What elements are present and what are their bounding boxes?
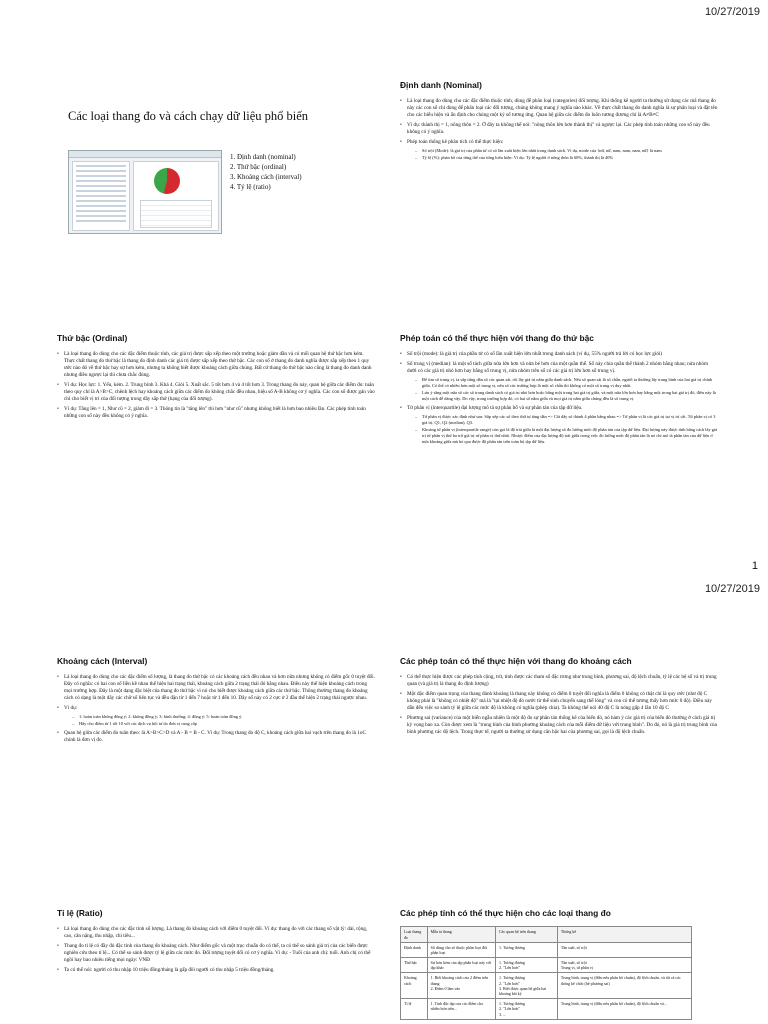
spss-screenshot-thumbnail (68, 150, 222, 234)
table-cell: Thứ bậc (401, 958, 428, 973)
window-titlebar (69, 151, 221, 158)
scale-list-item: 3. Khoảng cách (interval) (230, 173, 302, 182)
table-row (401, 958, 692, 973)
scale-list-item: 4. Tỷ lệ (ratio) (230, 183, 271, 192)
scale-list-item: 1. Định danh (nominal) (230, 153, 296, 161)
bullet: • Ta có thể nói: người có thu nhập 10 triệu đồng/tháng là gấp đôi người có thu nhập 5 triệu đồng/tháng. (57, 967, 375, 974)
bullet: • Là loại thang đo dùng cho các đặc điểm thuộc tính, dùng để phân loại (categories) đối tượng. Khi thống kê người ta thường sử dụng các mã thang đo này các con số chỉ dùng để phân loại các đối tượng, chúng không mang ý nghĩa nào khác. Về thực chất thang đo danh nghĩa là sự phân loại và đặt tên cho các biểu hiện và ấn định cho chúng một ký số tương ứng. Quan hệ giữa các điểm đo luôn tương đương chỉ là A≠B≠C (400, 98, 718, 119)
slide-nominal (400, 80, 718, 240)
bullet: • Số trội (mode): là giá trị của phần tử có số lần xuất hiện lớn nhất trong danh sách (ví dụ, 55% người trả lời có học lực giỏi) (400, 351, 718, 358)
column-header: Thống kê (557, 927, 691, 942)
slide-ordinal-operations (400, 333, 718, 523)
table-cell: 1. Tương đương 2. "Lớn hơn" (496, 958, 558, 973)
bullet (400, 405, 718, 445)
column-header: Các quan hệ trên thang (496, 927, 558, 942)
bullet: • Ví dụ: Tăng lên = 1, Như cũ = 2, giảm đi = 3. Thông tin là "tăng lên" thì hơn "như cũ" nhưng không biết là hơn bao nhiêu lần. Các phép tính toán những con số này đều không có ý nghĩa. (57, 406, 375, 420)
column-header: Loại thang đo (401, 927, 428, 942)
table-cell: Trung bình, trung vị (điều nếu phân bố chuẩn), độ lệch chuẩn và... (557, 999, 691, 1020)
slide-heading: Khoảng cách (Interval) (57, 656, 148, 666)
bullet: • Thang đo tỉ lệ có đầy đủ đặc tính của thang đo khoảng cách. Như điểm gốc và một trục chuẩn đo có thể, ta có thể so sánh giá trị của các biến được nghiên cứu theo tỉ lệ... Có thể so sánh được tỷ lệ giữa các mức đo. Đối tượng tuyệt đối có cơ ý nghĩa. Ví dụ: - Tuổi của anh chị: tuổi. Anh chị có thể ngồi hay bao nhiêu tiếng mọi ngày: VNĐ (57, 943, 375, 964)
scale-list (230, 152, 302, 193)
slide-heading: Tỉ lệ (Ratio) (57, 908, 103, 918)
bullet: • Ví dụ: thành thị = 1, nông thôn = 2. Ở đây ta không thể nói: "nông thôn lớn hơn thành thị" và ngược lại. Các phép tính toán những con số này đều không có ý nghĩa. (400, 122, 718, 136)
output-panel (133, 161, 219, 231)
slide-operations-table (400, 908, 718, 1020)
table-cell: Tần suất, số trội Trung vị, tứ phân vị (557, 958, 691, 973)
page-number: 1 (751, 560, 758, 572)
bullet: • Một đặc điểm quan trọng của thang đánh khoảng là thang này không có điểm 0 tuyệt đối nghĩa là điểm 0 không có thật chỉ là quy ước (như độ C không phải là "không có nhiệt độ" mà là "tại nhiệt độ đó nước từ thể sinh chuyển sang thể lỏng" và con có thể tương thấy hơn mức 0 độ). Điều này dẫn đến việc so sánh tỷ lệ giữa các mức độ là không có nghĩa (phép chia). Ta không thể nói 40 độ C là nóng gấp 4 lần 10 độ C (400, 691, 718, 712)
bullet-text: Phép toán thống kê phân tích có thể thực hiện: (407, 139, 504, 146)
sub-bullet: – 1: hoàn toàn không đồng ý; 2: không đồng ý; 3: bình thường; 4: đồng ý; 5: hoàn toàn đồng ý. (72, 714, 375, 720)
pie-chart-icon (154, 168, 180, 194)
table-cell: Trung bình, trung vị (điều nếu phân bố chuẩn), độ lệch chuẩn, và tất cả các thống kê chức (hệ phương sai) (557, 973, 691, 999)
bullet-text: Tứ phân vị (interquartile) đại lượng mô tả sự phân bố và sự phân tán của tập dữ liệu. (407, 405, 583, 412)
table-cell: 1. Tương đương 2. "Lớn hơn" 3. Biết được quan hệ giữa hai khoảng bất kỳ (496, 973, 558, 999)
bullet-text: Số trung vị (median): là một số tách giữa nửa lớn hơn và nửa bé hơn của một quần thể. Số này chia quần thể thành 2 nhóm bằng nhau; nửa nhóm dưới có các giá trị nhỏ hơn hay bằng số trung vị, nửa nhóm trên số có các giá trị lớn hơn số trung vị. (407, 361, 708, 375)
slide-interval-operations (400, 656, 718, 836)
table-cell: Sự hơn kém của tập phân loại này với tập khác (427, 958, 495, 973)
date-top: 10/27/2019 (704, 6, 760, 18)
page-title: Các loại thang đo và cách chạy dữ liệu phổ biến (68, 109, 309, 123)
bullet (400, 361, 718, 402)
slide-heading: Thứ bậc (Ordinal) (57, 333, 128, 343)
date-second: 10/27/2019 (704, 583, 760, 595)
table-header-row (401, 927, 692, 942)
bullet (57, 705, 375, 727)
slide-ratio (57, 908, 375, 1018)
sub-bullet: – Hãy cho điểm từ 1 tới 10 với các dịch vụ hồi tư do đơn vị cung cấp (72, 721, 375, 727)
sub-bullet: – Để tìm số trung vị, ta sắp từng dãn số các quan sát, rồi lấy giá trị nằm giữa danh sách. Nếu số quan sát là số chẵn, người ta thường lấy trung bình của hai giá trị chính giữa. Có thể có nhiều hơn một số trung vị, nếu số các trường hợp là một số chẵn thì không có một số trung vị duy nhất. (415, 377, 718, 389)
bullet: • Ví dụ: Học lực: 1. Yếu, kém. 2. Trung bình 3. Khá 4. Giỏi 5. Xuất sắc. 5 tốt hơn 4 và 4 tốt hơn 3. Trong thang đo này, quan hệ giữa các điểm đo: tuân theo quy chỉ là A>B>C, chênh lệch hay khoảng cách giữa các điểm đo không chắc đều nhau, hiệu số A-B không cơ ý nghĩa. Các con số được gán vào chỉ cho biết vị trí của đối tượng trong dãy sắp thứ (hạng của đối tượng). (57, 382, 375, 403)
sub-bullet: – Lưu ý rằng một nửa số các số trong danh sách có giá trị nhỏ hơn hoặc bằng một trong hai giá trị giữa, và một nửa lớn hơn hay bằng một trong hai giá trị đó, điều này là một cách dễ dàng vậy. Do vậy, trong trường hợp đó, có hai số nằm giữa và mọi giá trị nằm giữa chúng đều là số trung vị. (415, 390, 718, 402)
output-table (140, 200, 212, 228)
table-cell: 1. Biết khoảng cách của 2 điểm trên thang 2. Điểm 0 làm vào (427, 973, 495, 999)
bullet: • Là loại thang đo dùng cho các đặc điểm số lượng, là thang đo thứ bậc có các khoảng cách đều nhau và hơn nữa nhưng không có điểm gốc 0 tuyệt đối. Đây có nghĩa: có hai con số liền kề nhau thể hiện hai trạng thái, khoảng cách giữa 2 trạng thái đó bằng nhau. Điều này thể hiện khoảng cách trong mọi trường hợp. Đây là một dạng đặc biệt của thang đo thứ bậc vì nó cho biết được khoảng cách giữa các thứ bậc. Thông thường thang đo khoảng cách có dạng là một dãy các chữ số liên tục và đều đặn từ 1 đến 7 hoặc từ 1 đến 10. Dãy số này có 2 cực ở 2 đầu thể hiện 2 trạng thái ngược nhau. (57, 674, 375, 702)
data-panel (72, 161, 130, 231)
bullet-text: Ví dụ: (64, 705, 78, 712)
scale-list-item: 2. Thứ bậc (ordinal) (230, 163, 287, 172)
slide-heading: Phép toán có thể thực hiện với thang đo thứ bậc (400, 333, 594, 343)
slide-heading: Các phép toán có thể thực hiện với thang đo khoảng cách (400, 656, 632, 666)
sub-bullet: – Tứ phân vị được xác định như sau: Sắp xếp các số theo thứ tự tăng dần => Cắt dãy số thành 4 phần bằng nhau => Tứ phân vị là các giá trị tại vị trí cắt. Tứ phân vị có 3 giá trị, Q1, Q2 (median), Q3. (415, 414, 718, 426)
table-row (401, 999, 692, 1020)
table-cell: 1. Tương đương 2. "Lớn hơn" 3. ... (496, 999, 558, 1020)
title-slide (30, 100, 348, 240)
table-row (401, 942, 692, 957)
bullet: • Là loại thang đo dùng cho các đặc tính số lượng. Là thang đo khoảng cách với điểm 0 tuyệt đối. Ví dụ: thang đo với các thang số vật lý: dài, rộng, cao, cân nặng, thu nhập, chi tiêu... (57, 926, 375, 940)
sub-bullet: – Số trội (Mode): là giá trị của phần tử có số lần xuất hiện lớn nhất trong danh sách. Ví dụ, mode của {nữ, nữ, nam, nam, nam, nữ} là nam (415, 148, 718, 154)
table-cell: 1. Tính đặc tập của các điểm cho nhiều hơn trên... (427, 999, 495, 1020)
table-cell: Định danh (401, 942, 428, 957)
slide-interval (57, 656, 375, 826)
slide-heading: Các phép tính có thể thực hiện cho các loại thang đo (400, 908, 611, 918)
table-cell: Tần suất, số trội (557, 942, 691, 957)
table-cell: Khoảng cách (401, 973, 428, 999)
scale-comparison-table (400, 926, 692, 1019)
bullet: • Là loại thang đo dùng cho các đặc điểm thuộc tính, các giá trị được sắp xếp theo một trường hoặc giảm dần và có mối quan hệ thứ bậc hơn kém. Thực chất thang đo thứ bậc là thang đo định danh các giá trị được sắp xếp theo thứ bậc. Các con số ở thang đo danh nghĩa được sắp xếp theo 1 quy ước nào đó về thứ bậc hay sự hơn kém, nhưng ta không biết được khoảng cách giữa chúng. Bất cứ thang đo thứ bậc nào cũng là thang đo danh danh nhưng điều ngược lại thì chưa chắc đúng. (57, 351, 375, 379)
bullet: • Có thể thực hiện được các phép tính cộng, trừ, tính được các tham số đặc trưng như trung bình, phương sai, độ lệch chuẩn, tỷ lệ các hệ số và trị trung quan (và giá trị là thang đo định lượng) (400, 674, 718, 688)
table-row (401, 973, 692, 999)
bullet (400, 139, 718, 161)
sub-bullet: – Tỷ lệ (%): phản bố của từng thể của từng biểu hiện: Ví dụ: Tỷ lệ người ở nông thôn là 60%, thành thị là 40% (415, 155, 718, 161)
bullet: • Quan hệ giữa các điểm đo tuân theo: là A>B>C>D và A - B = B - C. Ví dụ: Trong thang đo độ C, khoảng cách giữa hai vạch trên thang đo là 1oC chính là đơn vị đo. (57, 730, 375, 744)
table-cell: Tỉ lệ (401, 999, 428, 1020)
table-cell: 1. Tương đương (496, 942, 558, 957)
slide-heading: Định danh (Nominal) (400, 80, 482, 90)
slide-ordinal (57, 333, 375, 483)
bullet: • Phương sai (variance) của một biến ngẫu nhiên là một độ đo sự phân tán thống kê của biến đó, nó hàm ý các giá trị của biến đó thường ở cách giá trị kỳ vọng bao xa. Còn được xem là "trung bình của bình phương khoảng cách của mỗi điểm dữ liệu với trung bình". Do đó, nó là giá trị trung bình của bình phương các độ lệch. Trong thực tế, người ta thường sử dụng căn bậc hai của phương sai, gọi là độ lệch chuẩn. (400, 715, 718, 736)
table-cell: Số dùng cho số thuộc phân loại đối phân loại (427, 942, 495, 957)
column-header: Mẫu tả thang (427, 927, 495, 942)
sub-bullet: – Khoảng tứ phân vị (interquartile range) còn gọi là độ trải giữa là một đại lượng số đo lường mức độ phân tán của tập dữ liệu. Đại lượng này được tính bằng cách lấy giá trị tứ phân vị thứ ba trừ giá trị tứ phân vị thứ nhất. Nhược điểm của đại lượng độ trải giữa trong việc đo lường mức độ phân tán là nó chỉ mô tả phần tán của dữ liệu ở nửa khoảng giữa mà bỏ qua được độ phân tán trên toàn bộ tập dữ liệu. (415, 427, 718, 445)
